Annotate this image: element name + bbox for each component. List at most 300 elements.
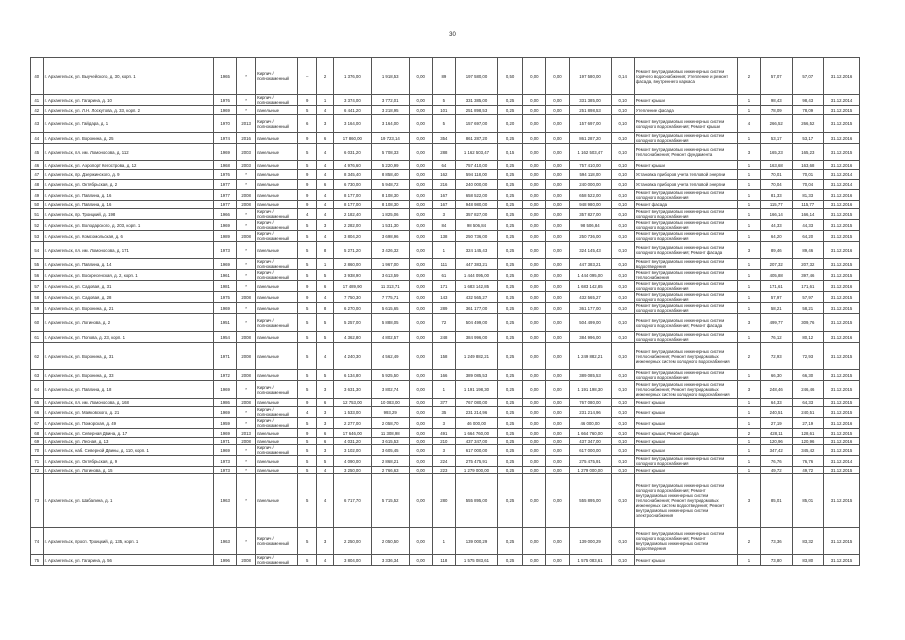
- cell-mat: Кирпич / полнокаменный: [256, 209, 298, 220]
- cell-c4: 0,00: [546, 58, 569, 95]
- table-row: [31, 190, 860, 201]
- cell-fl: 5: [298, 161, 317, 170]
- cell-n: 61: [31, 332, 44, 343]
- cell-en: 8: [317, 242, 334, 259]
- cell-date: 31.12.2014: [824, 180, 860, 190]
- cell-work: Ремонт внутридомовых инженерных систем холодного водоснабжения: [634, 292, 737, 303]
- cell-year: 1973: [214, 456, 237, 467]
- cell-mat: панельные: [256, 161, 298, 170]
- cell-t: 1: [737, 456, 760, 467]
- cell-c1: 197 580,00: [455, 58, 497, 95]
- cell-k: 248: [432, 332, 455, 343]
- table-row: [31, 407, 860, 418]
- cell-c6: 0,10: [611, 144, 634, 161]
- cell-c3: 0,00: [523, 259, 546, 270]
- cell-p2: 80,12: [792, 332, 824, 343]
- cell-t: 1: [737, 161, 760, 170]
- cell-p2: 81,33: [792, 190, 824, 201]
- cell-c3: 0,00: [523, 190, 546, 201]
- cell-c3: 0,00: [523, 429, 546, 438]
- cell-date: 31.12.2015: [824, 343, 860, 370]
- cell-p2: 78,09: [792, 106, 824, 115]
- cell-work: Ремонт внутридомовых инженерных систем холодного водоснабжения: [634, 220, 737, 231]
- cell-date: 31.12.2015: [824, 303, 860, 314]
- cell-t: 1: [737, 418, 760, 429]
- cell-c2: 0,15: [498, 144, 523, 161]
- cell-y2: *: [237, 281, 256, 292]
- cell-c2: 0,25: [498, 161, 523, 170]
- cell-en: 5: [317, 314, 334, 332]
- cell-p1: 266,52: [760, 115, 792, 133]
- cell-k: 61: [432, 270, 455, 281]
- cell-n: 66: [31, 407, 44, 418]
- cell-en: 6: [317, 438, 334, 445]
- cell-fl: 5: [298, 438, 317, 445]
- cell-n: 63: [31, 370, 44, 381]
- cell-z: 0,00: [409, 445, 432, 456]
- cell-c1: 331 385,00: [455, 95, 497, 106]
- cell-date: 31.12.2015: [824, 259, 860, 270]
- cell-a2: 3 698,96: [371, 231, 409, 242]
- cell-en: 3: [317, 445, 334, 456]
- cell-k: 171: [432, 281, 455, 292]
- cell-work: Ремонт внутридомовых инженерных систем холодного водоснабжения; Ремонт фасада: [634, 242, 737, 259]
- cell-date: 31.12.2016: [824, 161, 860, 170]
- cell-p2: 57,97: [792, 292, 824, 303]
- cell-c1: 157 697,00: [455, 115, 497, 133]
- cell-c4: 0,00: [546, 220, 569, 231]
- cell-y2: 2008: [237, 201, 256, 209]
- cell-c2: 0,25: [498, 281, 523, 292]
- cell-mat: Кирпич / полнокаменный: [256, 231, 298, 242]
- cell-c3: 0,00: [523, 314, 546, 332]
- cell-year: 1977: [214, 190, 237, 201]
- table-row: [31, 95, 860, 106]
- table-row: [31, 58, 860, 95]
- cell-mat: панельные: [256, 190, 298, 201]
- cell-k: 35: [432, 407, 455, 418]
- cell-c1: 617 000,00: [455, 445, 497, 456]
- cell-work: Ремонт внутридомовых инженерных систем холодного водоснабжения: [634, 332, 737, 343]
- cell-z: 0,00: [409, 231, 432, 242]
- cell-date: 31.12.2015: [824, 381, 860, 399]
- cell-y2: *: [237, 381, 256, 399]
- cell-mat: панельные: [256, 332, 298, 343]
- cell-area: 7 750,30: [333, 292, 371, 303]
- cell-p2: 85,01: [792, 474, 824, 528]
- cell-a2: 5 925,50: [371, 370, 409, 381]
- cell-n: 62: [31, 343, 44, 370]
- cell-fl: 6: [298, 115, 317, 133]
- cell-year: 1971: [214, 343, 237, 370]
- cell-z: 0,00: [409, 467, 432, 474]
- cell-year: 1989: [214, 231, 237, 242]
- cell-c5: 432 565,27: [569, 292, 611, 303]
- cell-z: 0,00: [409, 407, 432, 418]
- cell-n: 53: [31, 231, 44, 242]
- cell-t: 2: [737, 528, 760, 555]
- cell-c3: 0,00: [523, 418, 546, 429]
- cell-t: 1: [737, 180, 760, 190]
- cell-work: Ремонт внутридомовых инженерных систем холодного водоснабжения: [634, 456, 737, 467]
- cell-p2: 163,68: [792, 161, 824, 170]
- cell-c4: 0,00: [546, 438, 569, 445]
- cell-mat: панельные: [256, 106, 298, 115]
- cell-en: 5: [317, 270, 334, 281]
- cell-p1: 57,07: [760, 58, 792, 95]
- cell-p1: 120,96: [760, 438, 792, 445]
- cell-a2: 2 050,50: [371, 528, 409, 555]
- cell-a2: 4 562,49: [371, 343, 409, 370]
- cell-mat: панельные: [256, 292, 298, 303]
- cell-y2: 2008: [237, 332, 256, 343]
- cell-en: 3: [317, 528, 334, 555]
- cell-z: 0,00: [409, 95, 432, 106]
- cell-c1: 361 177,00: [455, 303, 497, 314]
- cell-n: 48: [31, 180, 44, 190]
- cell-a2: 2 766,63: [371, 467, 409, 474]
- cell-en: 6: [317, 399, 334, 407]
- cell-c1: 1 444 095,00: [455, 270, 497, 281]
- cell-year: 1969: [214, 407, 237, 418]
- cell-mat: панельные: [256, 456, 298, 467]
- cell-fl: 5: [298, 474, 317, 528]
- cell-area: 6 270,00: [333, 303, 371, 314]
- cell-work: Утепление фасада: [634, 106, 737, 115]
- cell-c2: 0,25: [498, 259, 523, 270]
- cell-year: 1963: [214, 528, 237, 555]
- cell-n: 41: [31, 95, 44, 106]
- cell-c2: 0,20: [498, 115, 523, 133]
- cell-c3: 0,00: [523, 467, 546, 474]
- cell-work: Ремонт внутридомовых инженерных систем холодного водоснабжения: [634, 133, 737, 144]
- table-row: [31, 259, 860, 270]
- cell-c2: 0,25: [498, 180, 523, 190]
- cell-year: 1977: [214, 180, 237, 190]
- table-row: [31, 343, 860, 370]
- table-row: [31, 528, 860, 555]
- cell-work: Ремонт внутридомовых инженерных систем теплоснабжения; Ремонт фундамента: [634, 144, 737, 161]
- cell-c5: 46 000,00: [569, 418, 611, 429]
- cell-n: 65: [31, 399, 44, 407]
- cell-mat: панельные: [256, 429, 298, 438]
- cell-n: 68: [31, 429, 44, 438]
- cell-k: 158: [432, 343, 455, 370]
- cell-mat: Кирпич / полнокаменный: [256, 270, 298, 281]
- cell-year: 1969: [214, 303, 237, 314]
- cell-p2: 83,80: [792, 555, 824, 566]
- cell-n: 74: [31, 528, 44, 555]
- cell-en: 4: [317, 106, 334, 115]
- table-row: [31, 314, 860, 332]
- cell-z: 0,00: [409, 438, 432, 445]
- cell-n: 44: [31, 133, 44, 144]
- cell-year: 1976: [214, 170, 237, 180]
- table-row: [31, 115, 860, 133]
- cell-p2: 266,52: [792, 115, 824, 133]
- cell-a2: 2 058,70: [371, 418, 409, 429]
- cell-area: 12 753,00: [333, 399, 371, 407]
- cell-c1: 275 475,91: [455, 456, 497, 467]
- cell-area: 1 376,00: [333, 58, 371, 95]
- cell-n: 70: [31, 445, 44, 456]
- cell-en: 4: [317, 190, 334, 201]
- cell-z: 0,00: [409, 201, 432, 209]
- cell-area: 3 250,00: [333, 467, 371, 474]
- cell-c5: 197 580,00: [569, 58, 611, 95]
- cell-work: Ремонт внутридомовых инженерных систем холодного водоснабжения: [634, 370, 737, 381]
- cell-y2: *: [237, 303, 256, 314]
- cell-en: 5: [317, 456, 334, 467]
- cell-c5: 98 506,84: [569, 220, 611, 231]
- cell-area: 4 031,20: [333, 438, 371, 445]
- cell-c2: 0,25: [498, 456, 523, 467]
- cell-c6: 0,10: [611, 418, 634, 429]
- cell-fl: 5: [298, 242, 317, 259]
- cell-year: 1968: [214, 161, 237, 170]
- cell-n: 46: [31, 161, 44, 170]
- cell-c4: 0,00: [546, 133, 569, 144]
- cell-y2: 2008: [237, 399, 256, 407]
- cell-c6: 0,10: [611, 270, 634, 281]
- cell-a2: 993,29: [371, 407, 409, 418]
- cell-k: 288: [432, 144, 455, 161]
- cell-work: Ремонт фасада: [634, 201, 737, 209]
- cell-area: 4 976,60: [333, 161, 371, 170]
- cell-y2: *: [237, 418, 256, 429]
- cell-c4: 0,00: [546, 170, 569, 180]
- cell-c6: 0,10: [611, 303, 634, 314]
- cell-addr: г. Архангельск, ул. Маяковского, д. 21: [43, 407, 213, 418]
- cell-c4: 0,00: [546, 95, 569, 106]
- cell-y2: 2003: [237, 144, 256, 161]
- cell-p1: 115,77: [760, 201, 792, 209]
- cell-c5: 384 996,00: [569, 332, 611, 343]
- cell-p2: 83,32: [792, 528, 824, 555]
- cell-c1: 384 996,00: [455, 332, 497, 343]
- cell-c4: 0,00: [546, 467, 569, 474]
- cell-c5: 617 000,00: [569, 445, 611, 456]
- cell-year: 1973: [214, 467, 237, 474]
- cell-p2: 345,42: [792, 445, 824, 456]
- cell-n: 67: [31, 418, 44, 429]
- cell-c2: 0,25: [498, 314, 523, 332]
- cell-addr: г. Архангельск, ул. Володарского, д. 203, корп. 1: [43, 220, 213, 231]
- cell-c4: 0,00: [546, 399, 569, 407]
- cell-y2: *: [237, 259, 256, 270]
- cell-en: 6: [317, 180, 334, 190]
- cell-n: 45: [31, 144, 44, 161]
- cell-c1: 555 895,00: [455, 474, 497, 528]
- cell-en: 3: [317, 115, 334, 133]
- cell-c6: 0,10: [611, 438, 634, 445]
- cell-a2: 8 108,30: [371, 190, 409, 201]
- cell-k: 72: [432, 314, 455, 332]
- cell-year: 1969: [214, 259, 237, 270]
- table-row: [31, 438, 860, 445]
- cell-year: 1971: [214, 438, 237, 445]
- cell-addr: г. Архангельск, ул. Павлина, д. 18: [43, 381, 213, 399]
- cell-addr: г. Архангельск, ул. Шабалина, д. 1: [43, 474, 213, 528]
- cell-mat: панельные: [256, 144, 298, 161]
- cell-n: 56: [31, 270, 44, 281]
- cell-mat: панельные: [256, 180, 298, 190]
- cell-n: 42: [31, 106, 44, 115]
- cell-work: Ремонт крыши: [634, 418, 737, 429]
- cell-area: 2 182,40: [333, 209, 371, 220]
- cell-year: 1976: [214, 95, 237, 106]
- cell-addr: г. Архангельск, ул. Воронина, д. 25: [43, 133, 213, 144]
- cell-p2: 128,61: [792, 429, 824, 438]
- cell-fl: 9: [298, 170, 317, 180]
- cell-fl: 5: [298, 144, 317, 161]
- cell-c5: 231 214,96: [569, 407, 611, 418]
- cell-c5: 1 249 882,21: [569, 343, 611, 370]
- cell-p1: 64,33: [760, 399, 792, 407]
- cell-c3: 0,00: [523, 528, 546, 555]
- cell-c1: 432 565,27: [455, 292, 497, 303]
- cell-p1: 73,36: [760, 528, 792, 555]
- cell-year: 1966: [214, 209, 237, 220]
- cell-date: 31.12.2015: [824, 106, 860, 115]
- repair-table: [30, 57, 860, 566]
- cell-addr: г. Архангельск, пл. им. Ломоносова, д. 171: [43, 242, 213, 259]
- cell-en: 1: [317, 95, 334, 106]
- cell-t: 1: [737, 332, 760, 343]
- cell-n: 60: [31, 314, 44, 332]
- cell-area: 3 164,00: [333, 115, 371, 133]
- table-row: [31, 170, 860, 180]
- cell-area: 6 717,70: [333, 474, 371, 528]
- cell-t: 1: [737, 370, 760, 381]
- cell-c6: 0,10: [611, 180, 634, 190]
- cell-z: 0,00: [409, 270, 432, 281]
- cell-y2: *: [237, 170, 256, 180]
- cell-z: 0,00: [409, 115, 432, 133]
- cell-p2: 44,33: [792, 220, 824, 231]
- cell-y2: *: [237, 242, 256, 259]
- cell-work: Установка приборов учета тепловой энергии: [634, 170, 737, 180]
- cell-k: 289: [432, 303, 455, 314]
- cell-y2: *: [237, 445, 256, 456]
- cell-n: 64: [31, 381, 44, 399]
- cell-c4: 0,00: [546, 231, 569, 242]
- cell-mat: Кирпич / полнокаменный: [256, 95, 298, 106]
- cell-k: 166: [432, 370, 455, 381]
- cell-k: 89: [432, 58, 455, 95]
- cell-fl: 5: [298, 270, 317, 281]
- cell-c4: 0,00: [546, 161, 569, 170]
- cell-area: 6 134,80: [333, 370, 371, 381]
- cell-c1: 447 383,21: [455, 259, 497, 270]
- cell-date: 31.12.2015: [824, 144, 860, 161]
- cell-c2: 0,25: [498, 418, 523, 429]
- cell-area: 6 730,00: [333, 180, 371, 190]
- cell-k: 138: [432, 231, 455, 242]
- cell-a2: 3 772,01: [371, 95, 409, 106]
- cell-n: 40: [31, 58, 44, 95]
- cell-t: 1: [737, 201, 760, 209]
- cell-mat: панельные: [256, 242, 298, 259]
- cell-a2: 5 888,05: [371, 314, 409, 332]
- cell-t: 1: [737, 170, 760, 180]
- cell-c2: 0,25: [498, 528, 523, 555]
- cell-c6: 0,10: [611, 292, 634, 303]
- cell-t: 3: [737, 474, 760, 528]
- cell-addr: г. Архангельск, просп. Троицкий, д. 135, корп. 1: [43, 528, 213, 555]
- cell-n: 43: [31, 115, 44, 133]
- cell-work: Ремонт крыши: [634, 555, 737, 566]
- cell-k: 111: [432, 259, 455, 270]
- cell-work: Ремонт внутридомовых инженерных систем холодного водоснабжения: [634, 231, 737, 242]
- cell-z: 0,00: [409, 281, 432, 292]
- cell-c5: 331 385,00: [569, 95, 611, 106]
- cell-date: 31.12.2016: [824, 332, 860, 343]
- cell-a2: 1 531,30: [371, 220, 409, 231]
- cell-mat: панельные: [256, 303, 298, 314]
- cell-mat: панельные: [256, 438, 298, 445]
- cell-c1: 357 827,00: [455, 209, 497, 220]
- cell-addr: г. Архангельск, ул. Выучейского, д. 30, корп. 1: [43, 58, 213, 95]
- cell-fl: 5: [298, 555, 317, 566]
- cell-mat: Кирпич / полнокаменный: [256, 528, 298, 555]
- cell-c6: 0,10: [611, 381, 634, 399]
- cell-date: 31.12.2016: [824, 438, 860, 445]
- cell-year: 1973: [214, 242, 237, 259]
- cell-y2: *: [237, 467, 256, 474]
- cell-addr: г. Архангельск, ул. Гагарина, д. 10: [43, 95, 213, 106]
- cell-a2: 3 218,95: [371, 106, 409, 115]
- cell-c4: 0,00: [546, 292, 569, 303]
- cell-fl: 5: [298, 231, 317, 242]
- cell-c3: 0,00: [523, 231, 546, 242]
- cell-z: 0,00: [409, 429, 432, 438]
- cell-c3: 0,00: [523, 281, 546, 292]
- cell-p1: 347,42: [760, 445, 792, 456]
- cell-a2: 1 967,00: [371, 259, 409, 270]
- table-row: [31, 161, 860, 170]
- cell-t: 1: [737, 190, 760, 201]
- cell-addr: г. Архангельск, ул. Павлина, д. 14: [43, 259, 213, 270]
- cell-c4: 0,00: [546, 303, 569, 314]
- cell-c3: 0,00: [523, 407, 546, 418]
- cell-c3: 0,00: [523, 474, 546, 528]
- cell-en: 1: [317, 259, 334, 270]
- cell-p1: 98,43: [760, 95, 792, 106]
- cell-c3: 0,00: [523, 144, 546, 161]
- cell-year: 1969: [214, 445, 237, 456]
- cell-work: Ремонт внутридомовых инженерных систем теплоснабжения: [634, 270, 737, 281]
- cell-a2: 5 715,52: [371, 474, 409, 528]
- cell-work: Ремонт внутридомовых инженерных систем холодного водоснабжения; Ремонт внутридомовых инженерных систем водоотведения: [634, 528, 737, 555]
- cell-p2: 76,76: [792, 456, 824, 467]
- cell-c2: 0,25: [498, 270, 523, 281]
- cell-p2: 89,46: [792, 242, 824, 259]
- cell-c4: 0,00: [546, 259, 569, 270]
- cell-area: 3 938,90: [333, 270, 371, 281]
- table-row: [31, 281, 860, 292]
- cell-c6: 0,10: [611, 555, 634, 566]
- cell-p2: 72,93: [792, 343, 824, 370]
- cell-z: 0,00: [409, 220, 432, 231]
- cell-addr: г. Архангельск, ул. Лесная, д. 13: [43, 438, 213, 445]
- cell-z: 0,00: [409, 343, 432, 370]
- cell-work: Ремонт крыши: [634, 445, 737, 456]
- cell-en: 3: [317, 407, 334, 418]
- cell-mat: панельные: [256, 170, 298, 180]
- cell-year: 1986: [214, 399, 237, 407]
- cell-mat: Кирпич / полнокаменный: [256, 381, 298, 399]
